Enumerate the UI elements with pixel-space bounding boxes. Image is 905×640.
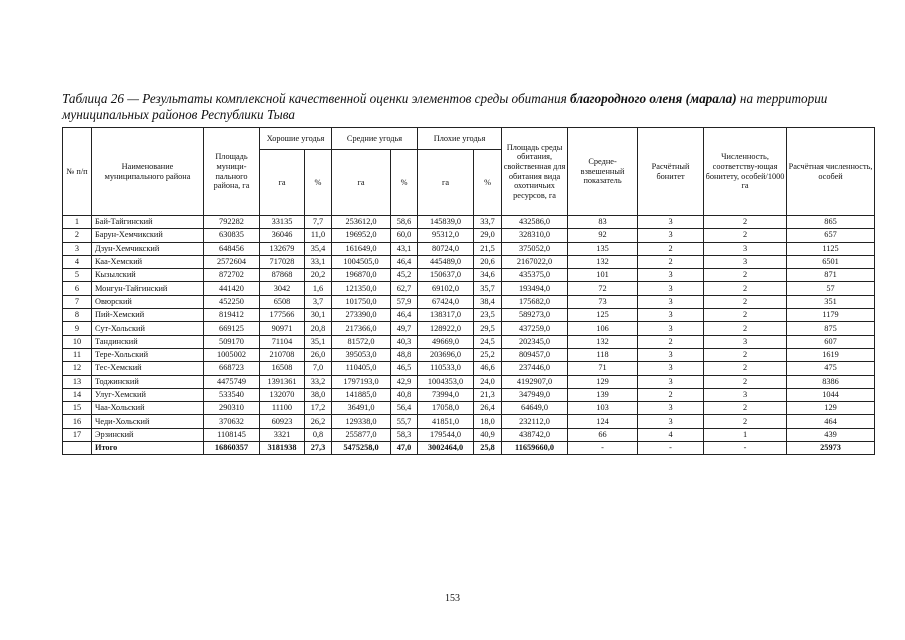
cell-district: Итого [92,442,204,455]
cell-good-pct: 3,7 [305,295,332,308]
cell-weighted: 73 [568,295,638,308]
cell-population: 1044 [787,388,875,401]
cell-weighted: 132 [568,335,638,348]
header-poor-pct: % [474,150,502,216]
cell-good-ha: 717028 [260,255,305,268]
cell-habitat-area: 438742,0 [502,428,568,441]
cell-bonitet: 3 [638,282,704,295]
cell-medium-ha: 273390,0 [332,309,391,322]
cell-population: 607 [787,335,875,348]
cell-population: 1619 [787,348,875,361]
cell-area: 533540 [204,388,260,401]
caption-suffix: на территории муниципальных районов Республики Тыва [62,91,828,122]
cell-good-pct: 0,8 [305,428,332,441]
cell-area: 819412 [204,309,260,322]
cell-good-ha: 16508 [260,362,305,375]
cell-num: 10 [63,335,92,348]
table-body [63,216,875,455]
caption-species: благородного оленя (марала) [570,91,737,106]
cell-good-pct: 26,0 [305,348,332,361]
cell-good-pct: 33,1 [305,255,332,268]
table-row [63,269,875,282]
cell-population: 25973 [787,442,875,455]
cell-population: 475 [787,362,875,375]
cell-num: 2 [63,229,92,242]
cell-population: 1179 [787,309,875,322]
cell-good-ha: 3181938 [260,442,305,455]
cell-poor-pct: 21,3 [474,388,502,401]
cell-area: 2572604 [204,255,260,268]
cell-medium-ha: 395053,0 [332,348,391,361]
cell-district: Барун-Хемчикский [92,229,204,242]
cell-medium-pct: 46,4 [391,309,418,322]
cell-district: Тес-Хемский [92,362,204,375]
cell-district: Пий-Хемский [92,309,204,322]
cell-area: 1108145 [204,428,260,441]
cell-district: Дзун-Хемчикский [92,242,204,255]
cell-district: Улуг-Хемский [92,388,204,401]
cell-weighted: 139 [568,388,638,401]
table-total-row [63,442,875,455]
cell-poor-pct: 21,5 [474,242,502,255]
cell-density: 3 [704,335,787,348]
cell-area: 452250 [204,295,260,308]
cell-num: 16 [63,415,92,428]
cell-medium-pct: 57,9 [391,295,418,308]
cell-area: 872702 [204,269,260,282]
cell-good-ha: 71104 [260,335,305,348]
header-num: № п/п [63,128,92,216]
cell-weighted: 103 [568,402,638,415]
cell-good-ha: 1391361 [260,375,305,388]
cell-population: 865 [787,216,875,229]
cell-area: 630835 [204,229,260,242]
cell-poor-ha: 1004353,0 [418,375,474,388]
cell-good-pct: 17,2 [305,402,332,415]
cell-medium-ha: 129338,0 [332,415,391,428]
cell-habitat-area: 232112,0 [502,415,568,428]
cell-population: 439 [787,428,875,441]
cell-num: 8 [63,309,92,322]
cell-area: 16860357 [204,442,260,455]
cell-weighted: - [568,442,638,455]
cell-weighted: 101 [568,269,638,282]
cell-weighted: 118 [568,348,638,361]
cell-area: 509170 [204,335,260,348]
header-good: Хорошие угодья [260,128,332,150]
cell-good-ha: 177566 [260,309,305,322]
cell-bonitet: 3 [638,402,704,415]
header-area: Площадь муници-пального района, га [204,128,260,216]
cell-poor-pct: 29,0 [474,229,502,242]
cell-good-pct: 7,7 [305,216,332,229]
cell-weighted: 71 [568,362,638,375]
cell-weighted: 83 [568,216,638,229]
cell-poor-pct: 46,6 [474,362,502,375]
cell-good-pct: 38,0 [305,388,332,401]
table-row [63,282,875,295]
cell-population: 875 [787,322,875,335]
cell-medium-pct: 58,6 [391,216,418,229]
table-row [63,415,875,428]
cell-poor-ha: 80724,0 [418,242,474,255]
header-population: Расчётная численность, особей [787,128,875,216]
cell-district: Эрзинский [92,428,204,441]
cell-medium-ha: 255877,0 [332,428,391,441]
cell-medium-ha: 141885,0 [332,388,391,401]
header-medium-pct: % [391,150,418,216]
cell-poor-pct: 20,6 [474,255,502,268]
cell-medium-ha: 196952,0 [332,229,391,242]
cell-population: 57 [787,282,875,295]
cell-poor-ha: 49669,0 [418,335,474,348]
cell-medium-pct: 48,8 [391,348,418,361]
cell-medium-pct: 40,8 [391,388,418,401]
cell-good-pct: 35,4 [305,242,332,255]
cell-medium-ha: 110405,0 [332,362,391,375]
cell-density: 2 [704,216,787,229]
header-good-ha: га [260,150,305,216]
page-number: 153 [445,593,460,604]
cell-district: Тере-Хольский [92,348,204,361]
cell-density: 2 [704,375,787,388]
cell-bonitet: - [638,442,704,455]
header-medium-ha: га [332,150,391,216]
table-caption [62,91,877,123]
cell-district: Овюрский [92,295,204,308]
cell-medium-pct: 58,3 [391,428,418,441]
table-row [63,309,875,322]
cell-poor-pct: 26,4 [474,402,502,415]
cell-density: 3 [704,255,787,268]
table-row [63,348,875,361]
cell-density: 2 [704,348,787,361]
cell-bonitet: 3 [638,322,704,335]
cell-good-ha: 3321 [260,428,305,441]
cell-medium-pct: 46,4 [391,255,418,268]
cell-habitat-area: 175682,0 [502,295,568,308]
cell-area: 370632 [204,415,260,428]
caption-prefix: Таблица 26 — Результаты комплексной качественной оценки элементов среды обитания [62,91,571,106]
cell-good-ha: 11100 [260,402,305,415]
cell-bonitet: 3 [638,269,704,282]
cell-bonitet: 3 [638,362,704,375]
cell-good-ha: 90971 [260,322,305,335]
cell-habitat-area: 237446,0 [502,362,568,375]
cell-poor-ha: 67424,0 [418,295,474,308]
cell-area: 290310 [204,402,260,415]
cell-medium-pct: 46,5 [391,362,418,375]
cell-poor-ha: 69102,0 [418,282,474,295]
cell-area: 4475749 [204,375,260,388]
cell-poor-pct: 18,0 [474,415,502,428]
cell-population: 8386 [787,375,875,388]
cell-poor-pct: 34,6 [474,269,502,282]
cell-medium-ha: 1004505,0 [332,255,391,268]
cell-habitat-area: 328310,0 [502,229,568,242]
cell-poor-pct: 25,8 [474,442,502,455]
cell-density: 2 [704,282,787,295]
cell-good-ha: 36046 [260,229,305,242]
cell-density: 3 [704,388,787,401]
cell-density: 2 [704,415,787,428]
cell-habitat-area: 432586,0 [502,216,568,229]
cell-weighted: 124 [568,415,638,428]
cell-num: 11 [63,348,92,361]
header-medium: Средние угодья [332,128,418,150]
header-district: Наименование муниципального района [92,128,204,216]
cell-medium-pct: 55,7 [391,415,418,428]
cell-weighted: 125 [568,309,638,322]
cell-district: Кызылский [92,269,204,282]
cell-habitat-area: 64649,0 [502,402,568,415]
cell-poor-pct: 33,7 [474,216,502,229]
table-row [63,362,875,375]
cell-population: 6501 [787,255,875,268]
cell-good-pct: 20,8 [305,322,332,335]
cell-num: 9 [63,322,92,335]
cell-area: 669125 [204,322,260,335]
cell-habitat-area: 202345,0 [502,335,568,348]
cell-bonitet: 3 [638,229,704,242]
cell-medium-ha: 1797193,0 [332,375,391,388]
cell-density: 3 [704,242,787,255]
cell-weighted: 106 [568,322,638,335]
cell-num: 12 [63,362,92,375]
table-row [63,322,875,335]
cell-district: Чеди-Хольский [92,415,204,428]
table-row [63,229,875,242]
cell-good-ha: 3042 [260,282,305,295]
cell-medium-ha: 217366,0 [332,322,391,335]
table-row [63,388,875,401]
cell-poor-ha: 95312,0 [418,229,474,242]
cell-bonitet: 3 [638,216,704,229]
cell-poor-ha: 110533,0 [418,362,474,375]
cell-area: 668723 [204,362,260,375]
cell-medium-ha: 196870,0 [332,269,391,282]
cell-district: Тоджинский [92,375,204,388]
header-good-pct: % [305,150,332,216]
cell-num: 4 [63,255,92,268]
cell-poor-pct: 40,9 [474,428,502,441]
cell-poor-ha: 17058,0 [418,402,474,415]
cell-poor-ha: 128922,0 [418,322,474,335]
cell-district: Бай-Тайгинский [92,216,204,229]
header-habitat: Площадь среды обитания, свойственная для обитания вида охотничьих ресурсов, га [502,128,568,216]
table-row [63,375,875,388]
cell-good-pct: 27,3 [305,442,332,455]
table-row [63,216,875,229]
cell-area: 1005002 [204,348,260,361]
cell-medium-pct: 40,3 [391,335,418,348]
cell-population: 1125 [787,242,875,255]
cell-bonitet: 2 [638,255,704,268]
cell-density: 2 [704,402,787,415]
cell-poor-ha: 73994,0 [418,388,474,401]
cell-habitat-area: 4192907,0 [502,375,568,388]
table-row [63,255,875,268]
cell-medium-pct: 56,4 [391,402,418,415]
cell-good-pct: 33,2 [305,375,332,388]
cell-density: 2 [704,322,787,335]
cell-density: 2 [704,309,787,322]
cell-habitat-area: 2167022,0 [502,255,568,268]
cell-num: 5 [63,269,92,282]
cell-weighted: 72 [568,282,638,295]
cell-poor-ha: 150637,0 [418,269,474,282]
cell-area: 648456 [204,242,260,255]
cell-good-ha: 132070 [260,388,305,401]
cell-medium-ha: 81572,0 [332,335,391,348]
cell-good-pct: 20,2 [305,269,332,282]
cell-weighted: 129 [568,375,638,388]
cell-good-pct: 1,6 [305,282,332,295]
cell-district: Монгун-Тайгинский [92,282,204,295]
cell-weighted: 135 [568,242,638,255]
cell-density: - [704,442,787,455]
cell-population: 871 [787,269,875,282]
header-density: Численность, соответству-ющая бонитету, особей/1000 га [704,128,787,216]
cell-medium-ha: 36491,0 [332,402,391,415]
cell-bonitet: 2 [638,335,704,348]
cell-num: 13 [63,375,92,388]
cell-medium-pct: 62,7 [391,282,418,295]
cell-district: Чаа-Хольский [92,402,204,415]
cell-district: Каа-Хемский [92,255,204,268]
header-bonitet: Расчётный бонитет [638,128,704,216]
cell-good-pct: 7,0 [305,362,332,375]
cell-poor-ha: 138317,0 [418,309,474,322]
cell-bonitet: 3 [638,348,704,361]
table-row [63,335,875,348]
cell-bonitet: 3 [638,375,704,388]
cell-good-pct: 26,2 [305,415,332,428]
cell-area: 441420 [204,282,260,295]
cell-bonitet: 3 [638,295,704,308]
cell-density: 1 [704,428,787,441]
cell-habitat-area: 375052,0 [502,242,568,255]
cell-medium-ha: 121350,0 [332,282,391,295]
cell-num: 17 [63,428,92,441]
cell-weighted: 132 [568,255,638,268]
header-poor-ha: га [418,150,474,216]
cell-medium-pct: 43,1 [391,242,418,255]
cell-poor-pct: 29,5 [474,322,502,335]
cell-num: 1 [63,216,92,229]
cell-population: 657 [787,229,875,242]
header-weighted: Средне-взвешенный показатель [568,128,638,216]
cell-habitat-area: 437259,0 [502,322,568,335]
cell-good-ha: 33135 [260,216,305,229]
cell-good-ha: 6508 [260,295,305,308]
cell-num: 7 [63,295,92,308]
cell-good-pct: 11,0 [305,229,332,242]
cell-num: 6 [63,282,92,295]
cell-habitat-area: 11659660,0 [502,442,568,455]
cell-poor-ha: 41851,0 [418,415,474,428]
cell-habitat-area: 809457,0 [502,348,568,361]
table-row [63,242,875,255]
cell-density: 2 [704,362,787,375]
cell-poor-pct: 25,2 [474,348,502,361]
cell-bonitet: 2 [638,388,704,401]
cell-weighted: 92 [568,229,638,242]
cell-num: 3 [63,242,92,255]
cell-medium-pct: 45,2 [391,269,418,282]
cell-area: 792282 [204,216,260,229]
cell-population: 464 [787,415,875,428]
cell-num: 15 [63,402,92,415]
cell-poor-ha: 145839,0 [418,216,474,229]
cell-habitat-area: 347949,0 [502,388,568,401]
cell-medium-ha: 5475258,0 [332,442,391,455]
cell-bonitet: 3 [638,309,704,322]
cell-poor-ha: 445489,0 [418,255,474,268]
cell-density: 2 [704,295,787,308]
cell-good-ha: 87868 [260,269,305,282]
cell-population: 351 [787,295,875,308]
cell-medium-pct: 42,9 [391,375,418,388]
cell-poor-pct: 38,4 [474,295,502,308]
cell-good-ha: 60923 [260,415,305,428]
cell-good-ha: 132679 [260,242,305,255]
cell-bonitet: 3 [638,415,704,428]
cell-poor-pct: 24,0 [474,375,502,388]
cell-density: 2 [704,229,787,242]
cell-good-ha: 210708 [260,348,305,361]
cell-num: 14 [63,388,92,401]
cell-habitat-area: 435375,0 [502,269,568,282]
cell-medium-pct: 47,0 [391,442,418,455]
cell-bonitet: 2 [638,242,704,255]
cell-medium-ha: 161649,0 [332,242,391,255]
cell-poor-ha: 179544,0 [418,428,474,441]
cell-bonitet: 4 [638,428,704,441]
cell-district: Сут-Хольский [92,322,204,335]
cell-district: Тандинский [92,335,204,348]
header-poor: Плохие угодья [418,128,502,150]
cell-poor-pct: 23,5 [474,309,502,322]
cell-poor-pct: 35,7 [474,282,502,295]
cell-density: 2 [704,269,787,282]
cell-medium-pct: 60,0 [391,229,418,242]
cell-poor-ha: 3002464,0 [418,442,474,455]
table-row [63,428,875,441]
cell-weighted: 66 [568,428,638,441]
cell-habitat-area: 193494,0 [502,282,568,295]
cell-good-pct: 35,1 [305,335,332,348]
cell-population: 129 [787,402,875,415]
cell-habitat-area: 589273,0 [502,309,568,322]
cell-medium-pct: 49,7 [391,322,418,335]
cell-good-pct: 30,1 [305,309,332,322]
cell-medium-ha: 253612,0 [332,216,391,229]
cell-num [63,442,92,455]
habitat-assessment-table [62,127,875,455]
table-row [63,402,875,415]
cell-poor-pct: 24,5 [474,335,502,348]
cell-poor-ha: 203696,0 [418,348,474,361]
cell-medium-ha: 101750,0 [332,295,391,308]
table-row [63,295,875,308]
